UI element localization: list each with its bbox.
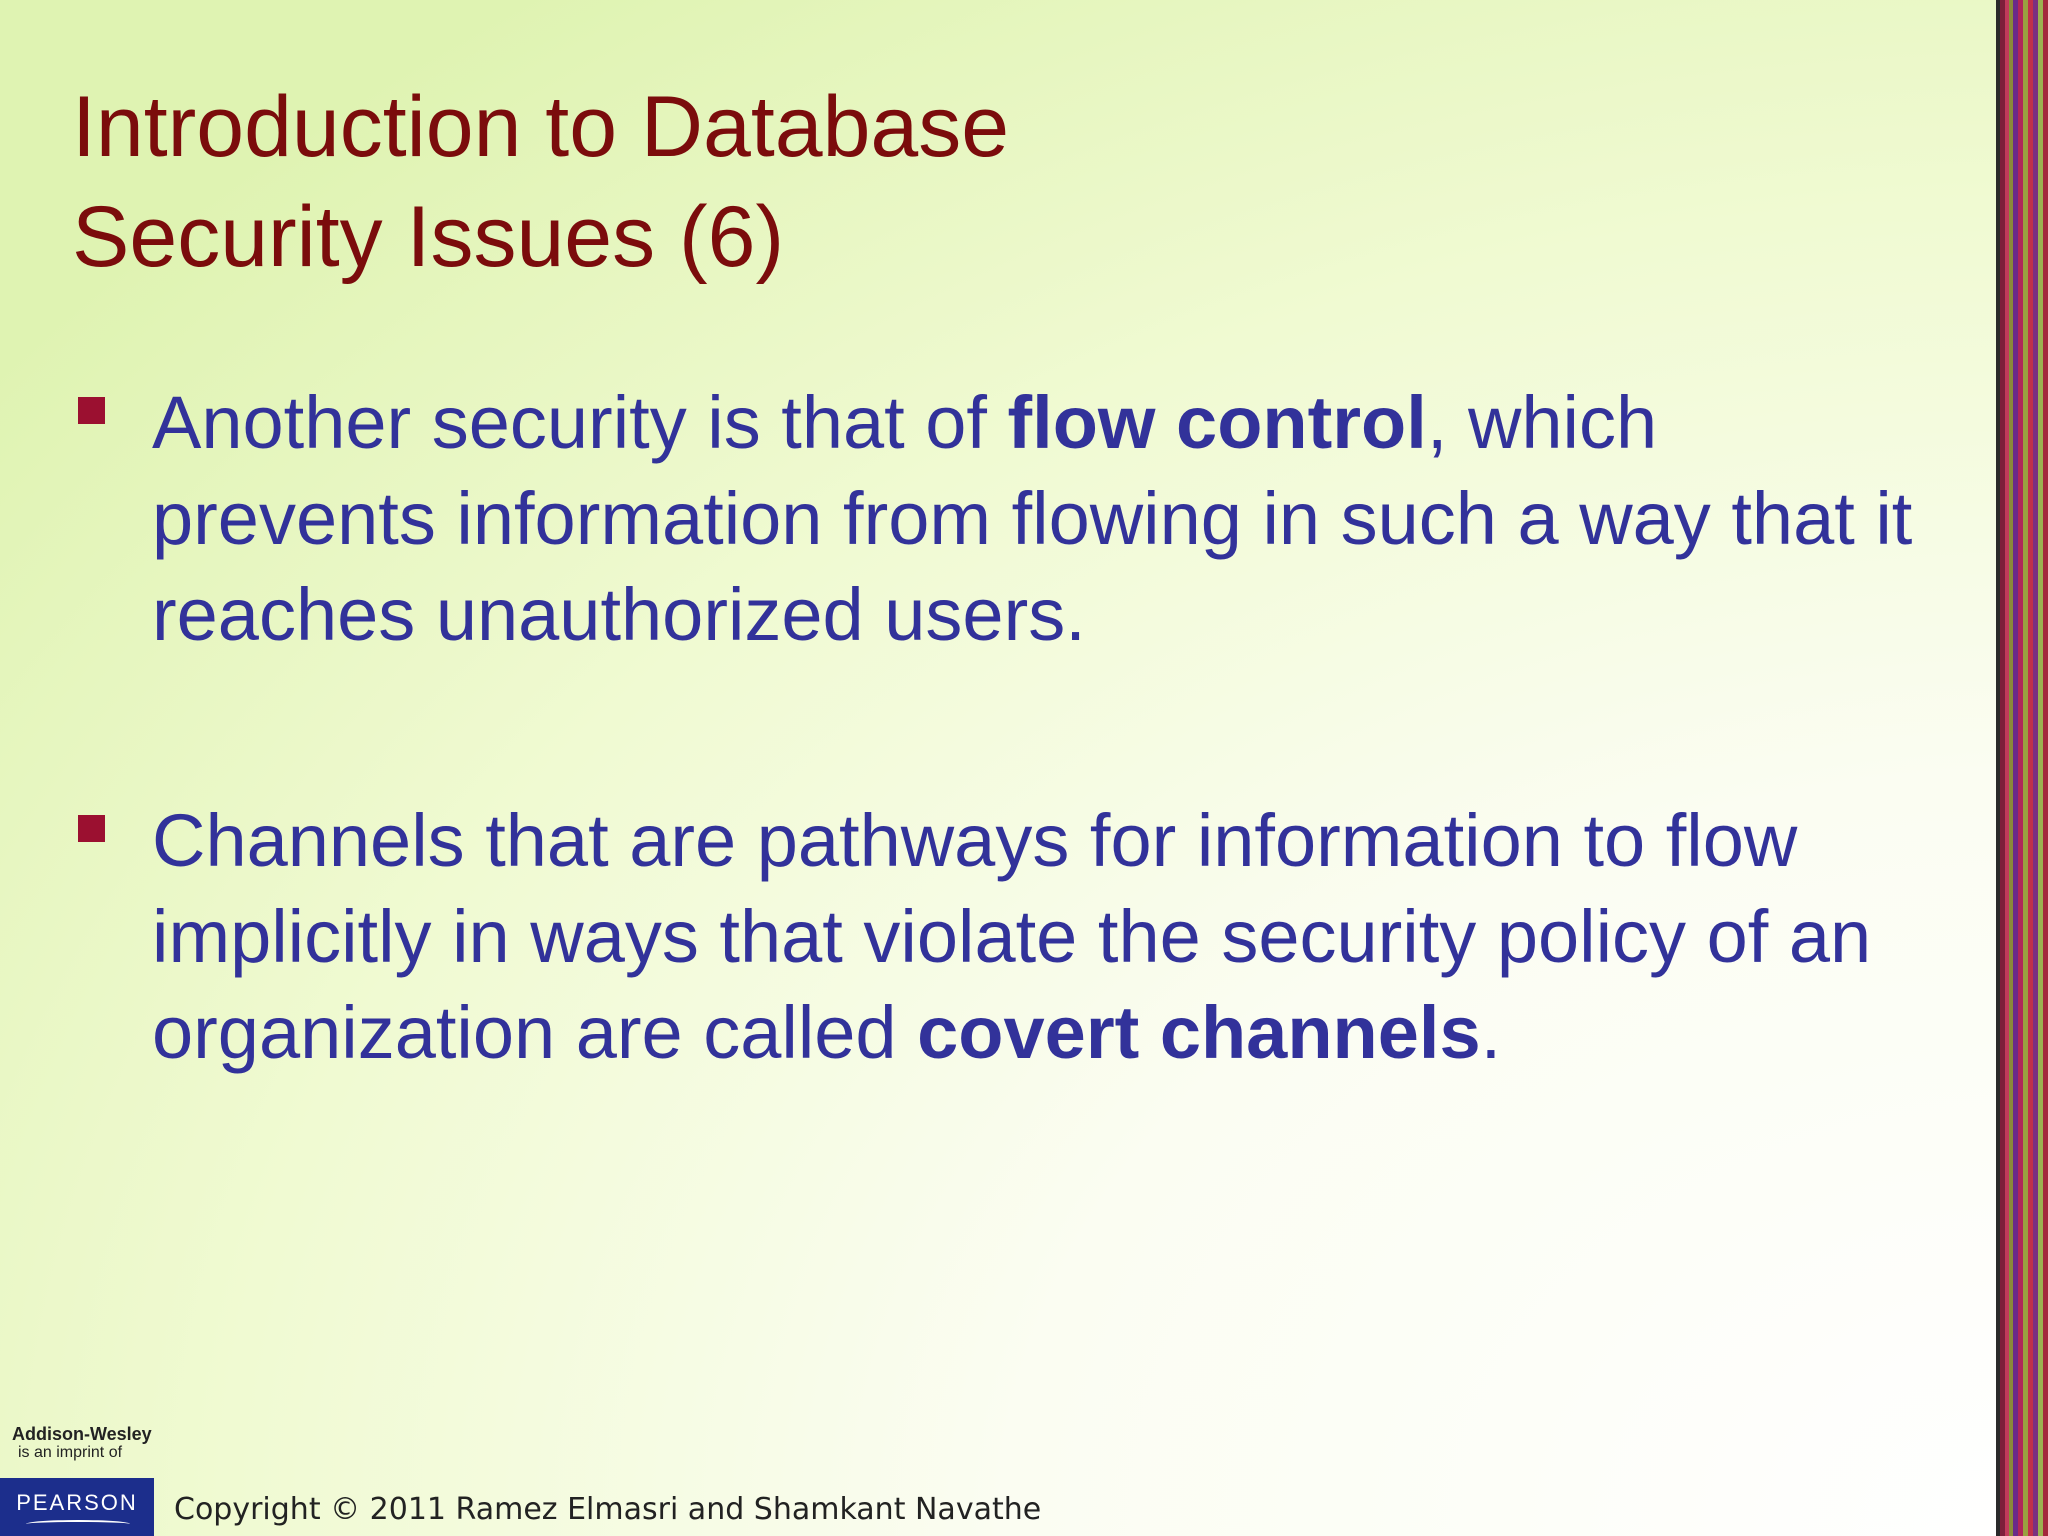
decorative-stripes — [1996, 0, 2048, 1536]
copyright-text: Copyright © 2011 Ramez Elmasri and Shamkant Navathe — [174, 1492, 1042, 1527]
pearson-logo — [0, 1478, 154, 1536]
bullet-item — [78, 375, 1958, 663]
publisher-name: Addison-Wesley — [12, 1424, 152, 1444]
bullet-bold-term: flow control — [1007, 381, 1427, 464]
bullet-text: Channels that are pathways for information to flow implicitly in ways that violate the security policy of an organization are called — [152, 799, 1872, 1074]
publisher-logo — [0, 1424, 154, 1462]
pearson-logo-text: PEARSON — [16, 1490, 138, 1515]
swoosh-icon — [26, 1520, 130, 1528]
bullet-bold-term: covert channels — [917, 991, 1481, 1074]
slide-title-line-2: Security Issues (6) — [72, 189, 785, 285]
slide-title — [72, 72, 1009, 292]
bullet-item — [78, 793, 1958, 1081]
bullet-text: , which prevents information from flowing in such a way that it reaches unauthorized users. — [152, 381, 1913, 656]
square-bullet-icon — [78, 397, 105, 424]
bullet-text: Another security is that of — [152, 381, 1008, 464]
bullet-list — [78, 375, 1958, 1081]
slide-title-line-1: Introduction to Database — [72, 79, 1010, 175]
square-bullet-icon — [78, 815, 105, 842]
bullet-text: . — [1480, 991, 1502, 1074]
imprint-text: is an imprint of — [18, 1444, 123, 1461]
